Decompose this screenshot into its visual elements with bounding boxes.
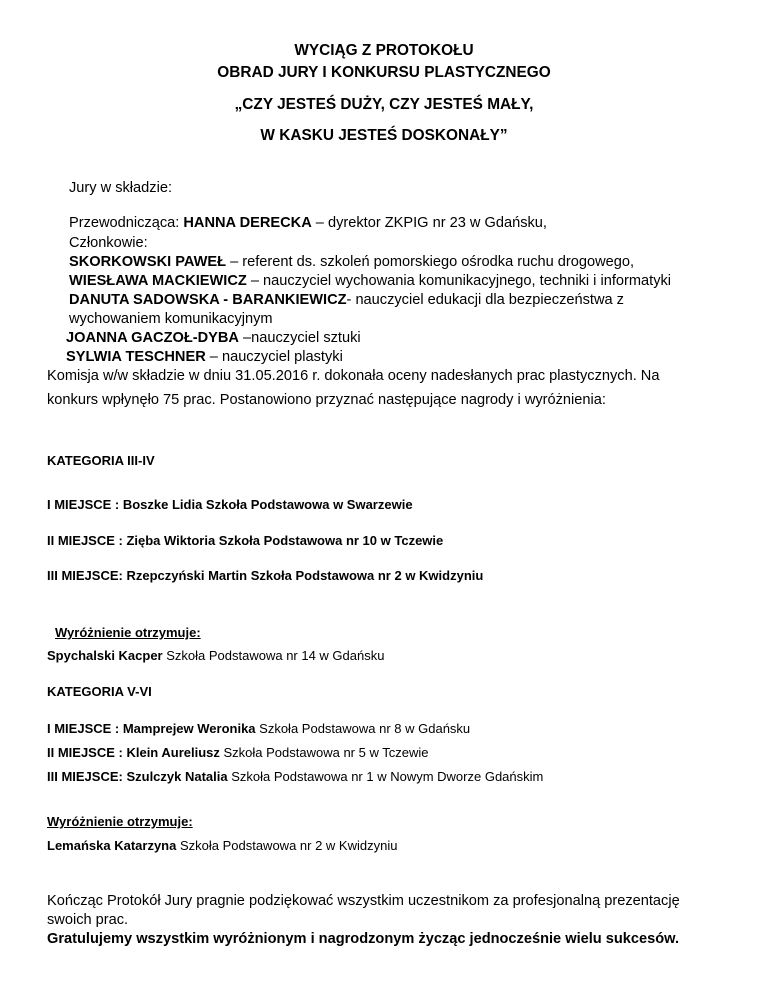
chair-name: HANNA DERECKA (183, 215, 312, 231)
place-label: I MIEJSCE : Mamprejew Weronika (47, 721, 256, 736)
member-role: – referent ds. szkoleń pomorskiego ośrodka ruchu drogowego, (226, 254, 635, 270)
member-role: – nauczyciel wychowania komunikacyjnego, techniki i informatyki (246, 273, 672, 289)
category-heading: KATEGORIA III-IV (47, 453, 155, 468)
place-school: Szkoła Podstawowa nr 1 w Nowym Dworze Gdańskim (227, 769, 544, 784)
distinction-school: Szkoła Podstawowa nr 2 w Kwidzyniu (176, 838, 398, 853)
jury-member (66, 349, 343, 366)
jury-member (69, 273, 671, 290)
place-school: Szkoła Podstawowa nr 5 w Tczewie (219, 745, 429, 760)
place-entry (47, 746, 428, 761)
distinction-entry (47, 839, 397, 854)
place-label: II MIEJSCE : Klein Aureliusz (47, 745, 220, 760)
place-entry: III MIEJSCE: Rzepczyński Martin Szkoła Podstawowa nr 2 w Kwidzyniu (47, 568, 484, 583)
title-line-2: OBRAD JURY I KONKURSU PLASTYCZNEGO (217, 64, 551, 81)
place-entry (47, 770, 543, 785)
closing-line-1: Kończąc Protokół Jury pragnie podziękować wszystkim uczestnikom za profesjonalną prezentację (47, 893, 680, 909)
jury-member (69, 254, 634, 271)
category-heading: KATEGORIA V-VI (47, 684, 152, 699)
members-label: Członkowie: (69, 235, 148, 251)
commission-line-1: Komisja w/w składzie w dniu 31.05.2016 r. dokonała oceny nadesłanych prac plastycznych. Na (47, 368, 660, 384)
closing-line-3: Gratulujemy wszystkim wyróżnionym i nagrodzonym życząc jednocześnie wielu sukcesów. (47, 931, 680, 947)
member-role: – nauczyciel plastyki (205, 349, 343, 365)
title-line-1: WYCIĄG Z PROTOKOŁU (294, 42, 474, 59)
title-line-4: W KASKU JESTEŚ DOSKONAŁY” (260, 127, 508, 144)
title-line-3: „CZY JESTEŚ DUŻY, CZY JESTEŚ MAŁY, (234, 96, 534, 113)
distinction-name: Spychalski Kacper (47, 648, 163, 663)
chair-label: Przewodnicząca: (69, 215, 184, 231)
distinction-label: Wyróżnienie otrzymuje: (47, 814, 193, 829)
member-name: SYLWIA TESCHNER (66, 349, 206, 365)
distinction-name: Lemańska Katarzyna (47, 838, 177, 853)
place-entry: I MIEJSCE : Boszke Lidia Szkoła Podstawowa w Swarzewie (47, 497, 413, 512)
closing-line-2: swoich prac. (47, 912, 129, 928)
place-label: III MIEJSCE: Szulczyk Natalia (47, 769, 228, 784)
place-entry: II MIEJSCE : Zięba Wiktoria Szkoła Podstawowa nr 10 w Tczewie (47, 533, 444, 548)
commission-line-2: konkurs wpłynęło 75 prac. Postanowiono przyznać następujące nagrody i wyróżnienia: (47, 392, 606, 408)
member-name: WIESŁAWA MACKIEWICZ (69, 273, 247, 289)
member-role: - nauczyciel edukacji dla bezpieczeństwa z (346, 292, 624, 308)
jury-intro: Jury w składzie: (69, 180, 172, 196)
jury-member (66, 330, 361, 347)
distinction-entry (47, 649, 384, 664)
place-entry (47, 722, 470, 737)
member-role: –nauczyciel sztuki (238, 330, 361, 346)
jury-member-continuation: wychowaniem komunikacyjnym (69, 311, 273, 327)
jury-chair (69, 215, 547, 232)
member-name: DANUTA SADOWSKA - BARANKIEWICZ (69, 292, 347, 308)
distinction-school: Szkoła Podstawowa nr 14 w Gdańsku (162, 648, 385, 663)
distinction-label: Wyróżnienie otrzymuje: (55, 625, 201, 640)
chair-role: – dyrektor ZKPIG nr 23 w Gdańsku, (311, 215, 547, 231)
member-name: JOANNA GACZOŁ-DYBA (66, 330, 239, 346)
jury-member (69, 292, 624, 309)
place-school: Szkoła Podstawowa nr 8 w Gdańsku (255, 721, 471, 736)
member-name: SKORKOWSKI PAWEŁ (69, 254, 227, 270)
